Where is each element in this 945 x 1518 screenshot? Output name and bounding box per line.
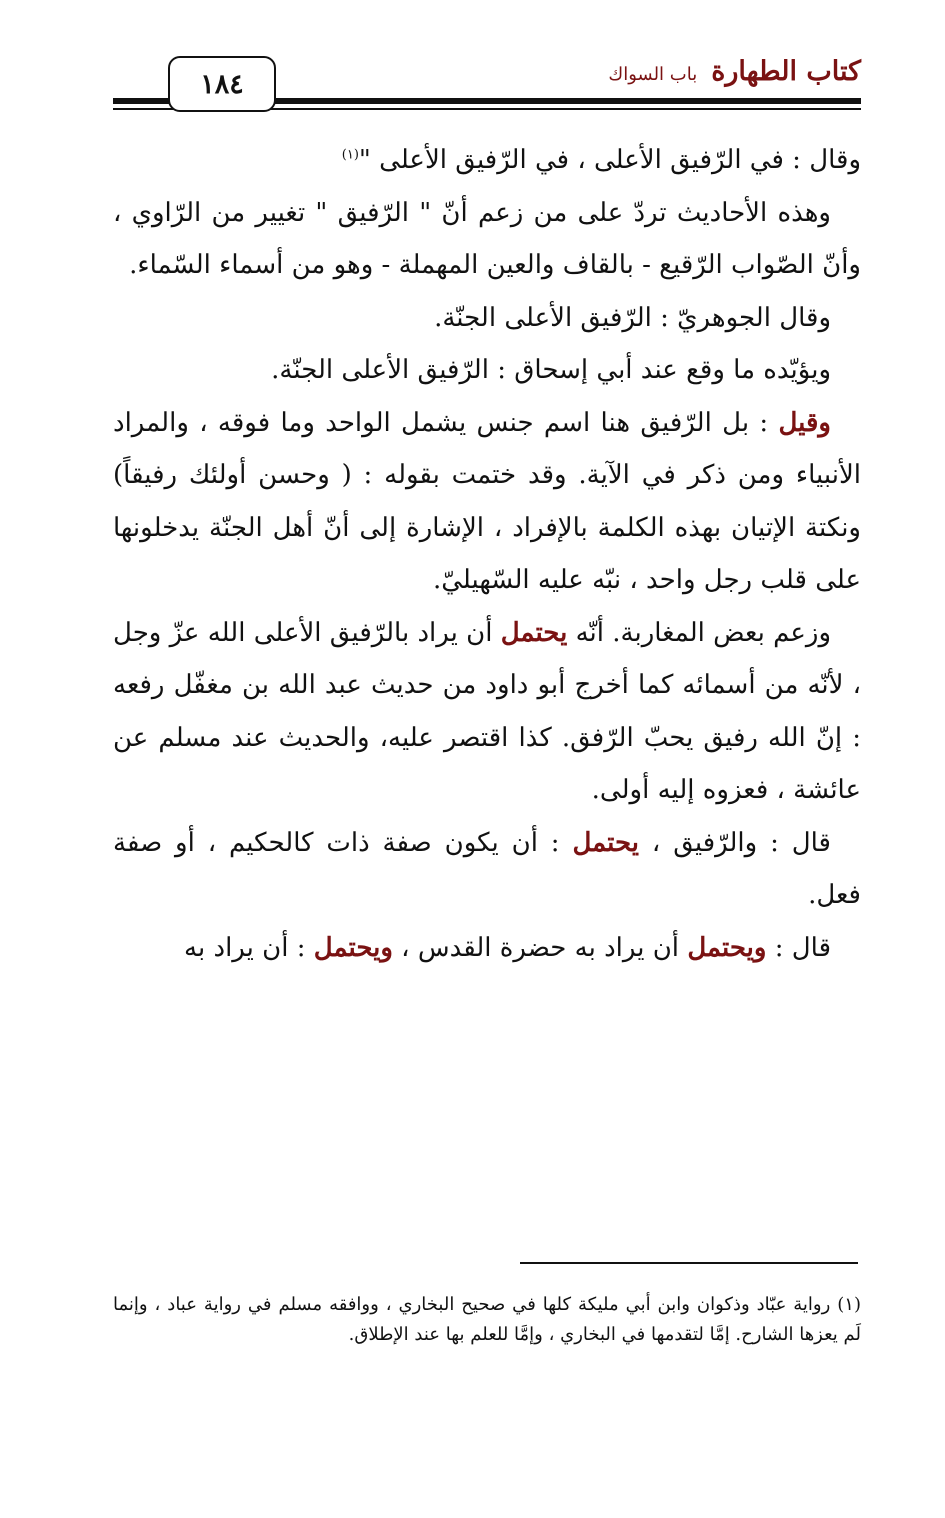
keyword: يحتمل — [572, 827, 640, 858]
text-segment: وقال : في الرّفيق الأعلى ، في الرّفيق الأعلى " — [358, 145, 861, 175]
book-title: كتاب الطهارة — [711, 56, 861, 87]
keyword: يحتمل — [500, 617, 568, 648]
text-segment: قال : — [766, 932, 831, 963]
main-text — [113, 134, 861, 974]
text-segment: أن يراد به حضرة القدس ، — [392, 932, 688, 963]
footnote: (١) رواية عبّاد وذكوان وابن أبي مليكة كلها في صحيح البخاري ، ووافقه مسلم في رواية عباد ، وإنما لَم يعزها الشارح. إمَّا لتقدمها في البخاري ، وإمَّا للعلم بها عند الإطلاق. — [113, 1294, 861, 1345]
running-title — [608, 56, 861, 87]
keyword: ويحتمل — [313, 932, 393, 963]
text-segment: : أن يكون صفة ذات كالحكيم ، أو صفة فعل. — [113, 827, 861, 910]
paragraph — [113, 187, 861, 292]
footnote-marker: (١) — [341, 147, 359, 163]
text-segment: وهذه الأحاديث تردّ على من زعم أنّ " الرّفيق " تغيير من الرّاوي ، وأنّ الصّواب الرّقيع - بالقاف والعين المهملة - وهو من أسماء السّماء. — [113, 197, 861, 280]
chapter-title: باب السواك — [608, 64, 698, 85]
footnote-separator — [520, 1262, 858, 1264]
paragraph — [113, 397, 861, 607]
page-header — [113, 44, 861, 124]
page-number-box — [168, 56, 276, 112]
text-segment: : بل الرّفيق هنا اسم جنس يشمل الواحد وما فوقه ، والمراد الأنبياء ومن ذكر في الآية. وقد ختمت بقوله : ( وحسن أولئك رفيقاً) ونكتة الإتيان بهذه الكلمة بالإفراد ، الإشارة إلى أنّ أهل الجنّة يدخلونها على قلب رجل واحد ، نبّه عليه السّهيليّ. — [113, 407, 861, 595]
keyword: وقيل — [778, 407, 831, 438]
keyword: ويحتمل — [687, 932, 767, 963]
paragraph — [113, 607, 861, 817]
footnotes — [113, 1290, 861, 1350]
text-segment: : أن يراد به — [184, 932, 314, 963]
paragraph — [113, 344, 861, 397]
paragraph — [113, 134, 861, 187]
text-segment: أن يراد بالرّفيق الأعلى الله عزّ وجل ، لأنّه من أسمائه كما أخرج أبو داود من حديث عبد الله بن مغفّل رفعه : إنّ الله رفيق يحبّ الرّفق. كذا اقتصر عليه، والحديث عند مسلم عن عائشة ، فعزوه إليه أولى. — [113, 617, 861, 805]
text-segment: قال : والرّفيق ، — [639, 827, 831, 858]
text-segment: وزعم بعض المغاربة. أنّه — [567, 617, 832, 648]
paragraph — [113, 292, 861, 345]
paragraph — [113, 817, 861, 922]
text-segment: وقال الجوهريّ : الرّفيق الأعلى الجنّة. — [434, 302, 831, 333]
page-number: ١٨٤ — [200, 68, 244, 100]
paragraph — [113, 922, 861, 975]
text-segment: ويؤيّده ما وقع عند أبي إسحاق : الرّفيق الأعلى الجنّة. — [271, 355, 831, 385]
